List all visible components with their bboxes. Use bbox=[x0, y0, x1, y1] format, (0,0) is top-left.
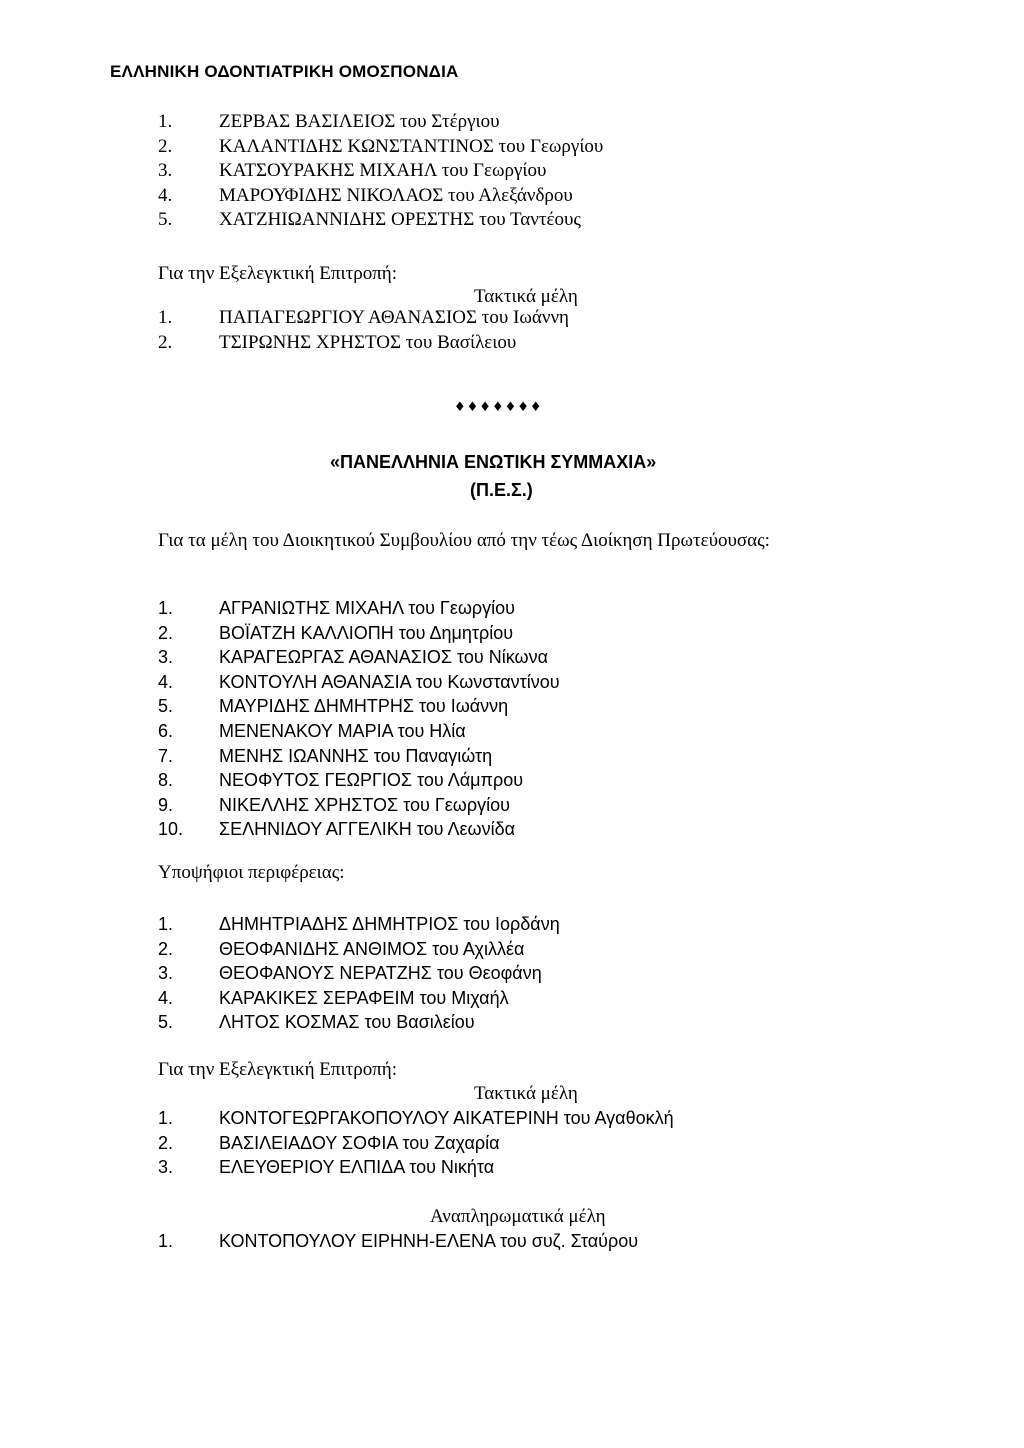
list-item-text: ΚΟΝΤΟΥΛΗ ΑΘΑΝΑΣΙΑ του Κωνσταντίνου bbox=[219, 671, 560, 692]
list-item-number: 1. bbox=[158, 307, 173, 328]
regional-candidate-list bbox=[158, 912, 560, 1035]
list-item-number: 7. bbox=[158, 745, 174, 766]
list-item bbox=[158, 596, 560, 621]
list-item-number: 1. bbox=[158, 1108, 174, 1128]
list-item-text: ΔΗΜΗΤΡΙΑΔΗΣ ΔΗΜΗΤΡΙΟΣ του Ιορδάνη bbox=[219, 914, 560, 934]
list-item-number: 5. bbox=[158, 1012, 174, 1033]
list-item-text: ΚΑΡΑΓΕΩΡΓΑΣ ΑΘΑΝΑΣΙΟΣ του Νίκωνα bbox=[219, 647, 548, 668]
candidate-list-1 bbox=[158, 110, 603, 233]
list-item bbox=[158, 208, 603, 233]
list-item-number: 1. bbox=[158, 914, 174, 934]
list-item bbox=[158, 306, 569, 331]
list-item bbox=[158, 694, 560, 719]
regular-members-label-2: Τακτικά μέλη bbox=[474, 1083, 578, 1104]
list-item-number: 2. bbox=[158, 331, 173, 353]
list-item-text: ΘΕΟΦΑΝΟΥΣ ΝΕΡΑΤΖΗΣ του Θεοφάνη bbox=[219, 963, 542, 984]
list-item bbox=[158, 135, 603, 160]
list-item-number: 3. bbox=[158, 1157, 174, 1178]
board-candidate-list bbox=[158, 596, 560, 842]
list-item bbox=[158, 1131, 674, 1156]
list-item-text: ΘΕΟΦΑΝΙΔΗΣ ΑΝΘΙΜΟΣ του Αχιλλέα bbox=[219, 938, 525, 959]
list-item-text: ΒΑΣΙΛΕΙΑΔΟΥ ΣΟΦΙΑ του Ζαχαρία bbox=[219, 1132, 500, 1153]
list-item-text: ΚΑΡΑΚΙΚΕΣ ΣΕΡΑΦΕΙΜ του Μιχαήλ bbox=[219, 987, 509, 1008]
list-item-number: 1. bbox=[158, 111, 173, 132]
list-item bbox=[158, 621, 560, 646]
alternate-members-label: Αναπληρωματικά μέλη bbox=[430, 1206, 606, 1227]
list-item-number: 9. bbox=[158, 794, 174, 815]
list-item-text: ΜΕΝΕΝΑΚΟΥ ΜΑΡΙΑ του Ηλία bbox=[219, 720, 466, 741]
list-item bbox=[158, 719, 560, 744]
list-item-text: ΕΛΕΥΘΕΡΙΟΥ ΕΛΠΙΔΑ του Νικήτα bbox=[219, 1157, 495, 1178]
board-paragraph: Για τα μέλη του Διοικητικού Συμβουλίου από την τέως Διοίκηση Πρωτεύουσας: bbox=[158, 530, 770, 551]
list-item-number: 3. bbox=[158, 963, 174, 984]
audit-committee-label-1: Για την Εξελεγκτική Επιτροπή: bbox=[158, 263, 398, 284]
list-item-text: ΠΑΠΑΓΕΩΡΓΙΟΥ ΑΘΑΝΑΣΙΟΣ του Ιωάννη bbox=[219, 307, 569, 328]
list-item-text: ΒΟΪΑΤΖΗ ΚΑΛΛΙΟΠΗ του Δημητρίου bbox=[219, 622, 514, 643]
audit-committee-label-2: Για την Εξελεγκτική Επιτροπή: bbox=[158, 1059, 398, 1080]
list-item-text: ΧΑΤΖΗΙΩΑΝΝΙΔΗΣ ΟΡΕΣΤΗΣ του Ταντέους bbox=[219, 209, 581, 231]
list-item bbox=[158, 159, 603, 184]
list-item bbox=[158, 961, 560, 986]
list-item bbox=[158, 184, 603, 209]
party-title: «ΠΑΝΕΛΛΗΝΙΑ ΕΝΩΤΙΚΗ ΣΥΜΜΑΧΙΑ» bbox=[330, 452, 657, 472]
list-item-number: 5. bbox=[158, 209, 173, 231]
audit-list-2 bbox=[158, 1106, 674, 1180]
list-item bbox=[158, 670, 560, 695]
list-item-number: 2. bbox=[158, 135, 173, 157]
audit-list-1 bbox=[158, 306, 569, 355]
list-item-text: ΝΕΟΦΥΤΟΣ ΓΕΩΡΓΙΟΣ του Λάμπρου bbox=[219, 770, 524, 791]
list-item-text: ΤΣΙΡΩΝΗΣ ΧΡΗΣΤΟΣ του Βασίλειου bbox=[219, 331, 517, 353]
list-item bbox=[158, 645, 560, 670]
list-item bbox=[158, 110, 603, 135]
list-item-text: ΜΑΥΡΙΔΗΣ ΔΗΜΗΤΡΗΣ του Ιωάννη bbox=[219, 696, 509, 717]
list-item bbox=[158, 817, 560, 842]
list-item-number: 2. bbox=[158, 938, 174, 959]
diamond-divider: ♦♦♦♦♦♦♦ bbox=[454, 400, 543, 415]
list-item-text: ΑΓΡΑΝΙΩΤΗΣ ΜΙΧΑΗΛ του Γεωργίου bbox=[219, 598, 516, 618]
list-item bbox=[158, 1155, 674, 1180]
list-item bbox=[158, 986, 560, 1011]
party-abbreviation: (Π.Ε.Σ.) bbox=[470, 480, 533, 500]
list-item-text: ΚΟΝΤΟΓΕΩΡΓΑΚΟΠΟΥΛΟΥ ΑΙΚΑΤΕΡΙΝΗ του Αγαθοκλή bbox=[219, 1108, 674, 1128]
list-item bbox=[158, 793, 560, 818]
list-item bbox=[158, 912, 560, 937]
list-item-text: ΚΑΛΑΝΤΙΔΗΣ ΚΩΝΣΤΑΝΤΙΝΟΣ του Γεωργίου bbox=[219, 135, 604, 157]
list-item-number: 8. bbox=[158, 770, 174, 791]
list-item-text: ΝΙΚΕΛΛΗΣ ΧΡΗΣΤΟΣ του Γεωργίου bbox=[219, 794, 510, 815]
list-item bbox=[158, 937, 560, 962]
list-item-text: ΛΗΤΟΣ ΚΟΣΜΑΣ του Βασιλείου bbox=[219, 1012, 475, 1033]
list-item bbox=[158, 1010, 560, 1035]
list-item-number: 3. bbox=[158, 647, 174, 668]
list-item-number: 4. bbox=[158, 671, 174, 692]
list-item bbox=[158, 1229, 638, 1254]
list-item-text: ΚΑΤΣΟΥΡΑΚΗΣ ΜΙΧΑΗΛ του Γεωργίου bbox=[219, 160, 547, 182]
regular-members-label-1: Τακτικά μέλη bbox=[474, 286, 578, 307]
list-item-number: 2. bbox=[158, 1132, 174, 1153]
list-item-text: ΜΕΝΗΣ ΙΩΑΝΝΗΣ του Παναγιώτη bbox=[219, 745, 493, 766]
list-item bbox=[158, 768, 560, 793]
list-item-number: 2. bbox=[158, 622, 174, 643]
list-item bbox=[158, 1106, 674, 1131]
list-item bbox=[158, 744, 560, 769]
list-item-number: 10. bbox=[158, 819, 184, 840]
list-item-number: 4. bbox=[158, 184, 173, 206]
list-item-number: 1. bbox=[158, 1231, 174, 1251]
alternate-list bbox=[158, 1229, 638, 1254]
list-item-text: ΣΕΛΗΝΙΔΟΥ ΑΓΓΕΛΙΚΗ του Λεωνίδα bbox=[219, 819, 516, 840]
list-item-text: ΚΟΝΤΟΠΟΥΛΟΥ ΕΙΡΗΝΗ-ΕΛΕΝΑ του συζ. Σταύρου bbox=[219, 1231, 639, 1251]
regional-candidates-label: Υποψήφιοι περιφέρειας: bbox=[158, 862, 345, 883]
list-item-number: 4. bbox=[158, 987, 174, 1008]
list-item-number: 3. bbox=[158, 160, 173, 182]
list-item-number: 1. bbox=[158, 598, 174, 618]
list-item-text: ΖΕΡΒΑΣ ΒΑΣΙΛΕΙΟΣ του Στέργιου bbox=[219, 111, 500, 132]
list-item bbox=[158, 331, 569, 356]
list-item-number: 6. bbox=[158, 720, 174, 741]
list-item-text: ΜΑΡΟΥΦΙΔΗΣ ΝΙΚΟΛΑΟΣ του Αλεξάνδρου bbox=[219, 184, 573, 206]
list-item-number: 5. bbox=[158, 696, 174, 717]
organization-title: ΕΛΛΗΝΙΚΗ ΟΔΟΝΤΙΑΤΡΙΚΗ ΟΜΟΣΠΟΝΔΙΑ bbox=[110, 62, 459, 81]
